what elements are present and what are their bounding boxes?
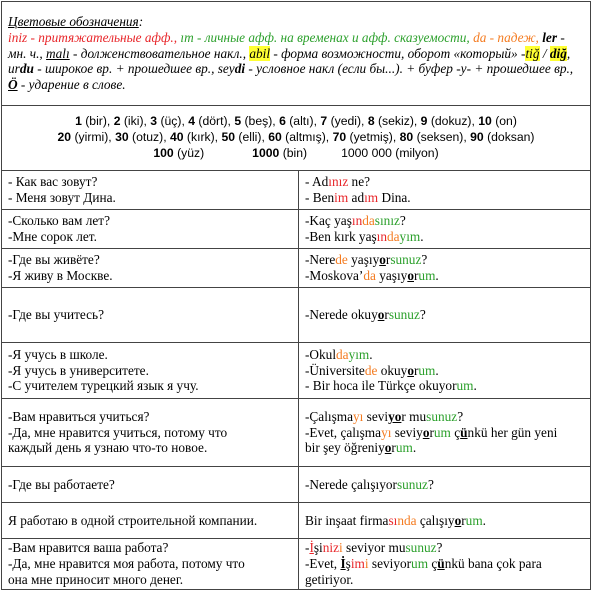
turkish-segment: o <box>407 362 414 378</box>
turkish-segment: -Evet, <box>305 556 341 572</box>
turkish-segment: o <box>454 512 462 528</box>
turkish-segment: o <box>377 307 385 323</box>
turkish-segment: r mu <box>401 408 427 424</box>
turkish-line <box>305 174 584 190</box>
turkish-segment: ç <box>450 424 461 440</box>
turkish-segment: i <box>364 556 369 572</box>
legend-segment: iniz - притяжательные афф., <box>8 29 181 45</box>
number-digit: 5 <box>234 114 242 129</box>
russian-line: -Сколько вам лет? <box>8 213 111 229</box>
russian-cell <box>2 343 299 399</box>
number-word: (bin) <box>282 145 308 160</box>
numbers-line-tens <box>8 130 584 146</box>
russian-cell <box>2 467 299 503</box>
numbers-cell <box>2 106 591 171</box>
number-item <box>150 114 181 128</box>
legend-segment: , <box>566 45 571 61</box>
legend-segment: sey <box>217 61 235 77</box>
number-word: (doksan) <box>487 130 535 145</box>
turkish-cell <box>299 249 591 288</box>
number-item <box>478 114 517 128</box>
russian-cell <box>2 288 299 343</box>
turkish-line <box>305 409 584 425</box>
number-digit: 90 <box>470 130 484 145</box>
turkish-segment: im <box>350 556 365 572</box>
turkish-cell <box>299 503 591 539</box>
number-item <box>75 114 107 128</box>
turkish-segment: o <box>422 424 430 440</box>
turkish-segment: yaşıy <box>347 252 380 268</box>
number-digit: 30 <box>115 130 129 145</box>
number-separator: , <box>227 114 235 129</box>
turkish-segment: sı <box>388 512 398 528</box>
turkish-segment: seviyor mu <box>342 540 406 556</box>
legend-segment: - ударение в слове. <box>17 77 126 93</box>
turkish-segment: okuy <box>377 362 408 378</box>
turkish-segment: yım <box>348 346 370 362</box>
turkish-segment: ş <box>345 556 351 572</box>
turkish-segment: . <box>482 512 486 528</box>
turkish-cell <box>299 288 591 343</box>
number-word: (altı) <box>289 114 314 129</box>
turkish-segment: -Çalışma <box>305 408 354 424</box>
number-item <box>368 114 414 128</box>
turkish-segment: nkü bana çok para <box>444 556 542 572</box>
legend-title-colon: : <box>138 14 144 29</box>
number-item <box>221 130 261 144</box>
turkish-segment: ü <box>460 424 468 440</box>
number-separator: , <box>471 114 479 129</box>
number-digit: 3 <box>150 114 158 129</box>
russian-line: -Да, мне нравится моя работа, потому что <box>8 556 245 572</box>
turkish-segment: yo <box>388 408 402 424</box>
russian-line: она мне приносит много денег. <box>8 571 184 587</box>
turkish-segment: ü <box>437 556 445 572</box>
turkish-segment: um <box>456 378 474 394</box>
number-digit: 60 <box>268 130 282 145</box>
turkish-segment: ? <box>419 307 426 323</box>
turkish-segment: ? <box>427 476 434 492</box>
number-separator: , <box>163 130 170 145</box>
turkish-line <box>305 378 584 394</box>
number-item <box>470 130 534 144</box>
turkish-line <box>305 440 584 456</box>
turkish-segment: o <box>379 252 386 268</box>
turkish-segment: sunuz <box>396 476 428 492</box>
dialog-row <box>2 288 591 343</box>
turkish-segment: um <box>411 556 429 572</box>
number-digit: 9 <box>420 114 428 129</box>
number-item <box>252 146 307 160</box>
number-word: (sekiz) <box>378 114 414 129</box>
number-separator: , <box>106 114 114 129</box>
turkish-segment: r <box>385 252 391 268</box>
number-item <box>268 130 326 144</box>
turkish-line <box>305 307 584 323</box>
turkish-segment: ç <box>428 556 438 572</box>
number-separator: , <box>413 114 421 129</box>
legend-segment: - условное накл (если бы...). + буфер -у- + прошедшее вр., <box>245 61 574 77</box>
turkish-segment: niz <box>322 540 339 556</box>
number-digit: 2 <box>113 114 121 129</box>
number-digit: 6 <box>279 114 286 129</box>
turkish-segment: - Ben <box>305 190 335 205</box>
turkish-segment: sunuz <box>388 307 420 323</box>
turkish-segment: nkü her gün yeni <box>467 424 558 440</box>
number-word: (üç) <box>160 114 182 129</box>
number-word: (iki) <box>123 114 144 129</box>
russian-line: -Где вы работаете? <box>8 476 115 492</box>
turkish-segment: da <box>386 229 400 244</box>
turkish-segment: r <box>429 424 434 440</box>
number-item <box>114 114 144 128</box>
turkish-segment: sınız <box>374 213 400 229</box>
turkish-line <box>305 425 584 441</box>
turkish-segment: -Nerede okuy <box>305 307 378 323</box>
turkish-cell <box>299 467 591 503</box>
turkish-segment: ın <box>351 213 363 229</box>
number-separator: , <box>313 114 321 129</box>
turkish-segment: -Okul <box>305 346 337 362</box>
dialog-row <box>2 399 591 467</box>
turkish-segment: -Evet, çalışma <box>305 424 382 440</box>
number-word: (yetmiş) <box>349 130 393 145</box>
turkish-segment: r <box>391 440 396 456</box>
turkish-segment: . <box>412 440 417 456</box>
russian-cell <box>2 249 299 288</box>
turkish-segment: da <box>336 346 349 362</box>
turkish-line <box>305 513 584 529</box>
turkish-segment: -Nerede çalışıyor <box>305 476 397 492</box>
turkish-segment: um <box>418 268 436 283</box>
number-word: (yüz) <box>177 145 205 160</box>
number-item <box>58 130 109 144</box>
turkish-segment: i <box>339 540 343 556</box>
legend-segment: Ö <box>8 77 18 93</box>
russian-line: -Да, мне нравится учиться, потому что <box>8 424 228 440</box>
russian-line: каждый день я узнаю что-то новое. <box>8 440 208 456</box>
russian-line: - Меня зовут Дина. <box>8 190 116 205</box>
number-digit: 20 <box>57 130 72 145</box>
russian-line: -Где вы учитесь? <box>8 307 105 323</box>
russian-line: -Я учусь в университете. <box>8 362 149 378</box>
legend-segment: ım - личные афф. на временах и афф. сказуемости, <box>180 29 474 45</box>
legend-segment: abil <box>249 45 271 61</box>
number-word: (beş) <box>244 114 273 129</box>
turkish-line <box>305 477 584 493</box>
number-digit: 80 <box>399 130 414 145</box>
number-separator: , <box>181 114 189 129</box>
dialog-row <box>2 539 591 590</box>
legend-segment: - долженствовательное накл., <box>69 45 250 61</box>
number-digit: 40 <box>169 130 184 145</box>
turkish-cell <box>299 210 591 249</box>
color-legend-row <box>2 2 591 106</box>
legend-segment: - мн. ч., <box>8 29 565 61</box>
legend-segment: / <box>539 45 550 61</box>
turkish-segment: -Ben kırk yaş <box>305 229 377 244</box>
numbers-line-large <box>8 146 584 162</box>
turkish-cell <box>299 399 591 467</box>
number-word: (on) <box>495 114 517 129</box>
number-digit: 1 <box>75 114 82 129</box>
numbers-row <box>2 106 591 171</box>
number-separator: , <box>214 130 222 145</box>
turkish-segment: ? <box>421 252 428 268</box>
turkish-segment: bir şey öğreniy <box>305 440 385 456</box>
number-word: (kırk) <box>186 130 215 145</box>
turkish-cell <box>299 539 591 590</box>
turkish-segment: r <box>461 512 466 528</box>
dialog-rows <box>2 171 591 590</box>
turkish-segment: çalışıy <box>416 512 455 528</box>
dialog-row <box>2 503 591 539</box>
turkish-segment: ın <box>376 229 387 244</box>
number-digit: 1000 <box>252 145 280 160</box>
turkish-line <box>305 540 584 556</box>
turkish-segment: yım <box>399 229 421 244</box>
turkish-segment: şi <box>313 540 323 556</box>
number-digit: 4 <box>188 114 196 129</box>
turkish-segment: sunuz <box>405 540 437 556</box>
number-word: 1000 000 (milyon) <box>341 145 439 160</box>
legend-segment: ler <box>542 29 557 45</box>
legend-segment: du <box>19 61 34 77</box>
lesson-table <box>1 1 591 590</box>
russian-line: -Я живу в Москве. <box>8 268 113 283</box>
number-item <box>421 114 472 128</box>
number-separator: , <box>261 130 269 145</box>
dialog-row <box>2 467 591 503</box>
turkish-segment: r <box>413 268 419 283</box>
number-separator: , <box>361 114 368 129</box>
russian-cell <box>2 539 299 590</box>
turkish-line <box>305 347 584 363</box>
turkish-segment: . <box>435 362 439 378</box>
turkish-segment: de <box>364 362 378 378</box>
russian-line: -Вам нравиться учиться? <box>8 408 150 424</box>
turkish-segment: um <box>433 424 451 440</box>
number-item <box>320 114 361 128</box>
turkish-segment: r <box>384 307 389 323</box>
turkish-line <box>305 268 584 284</box>
legend-segment: - широкое вр. + прошедшее вр., <box>33 61 218 77</box>
number-item <box>333 130 393 144</box>
turkish-segment: sevi <box>363 408 389 424</box>
turkish-segment: yı <box>353 408 364 424</box>
number-word: (bir) <box>85 114 107 129</box>
number-item <box>400 130 464 144</box>
russian-line: -Я учусь в школе. <box>8 346 108 362</box>
turkish-segment: Dina. <box>378 190 411 205</box>
russian-line: -С учителем турецкий язык я учу. <box>8 378 199 394</box>
number-separator: , <box>392 130 400 145</box>
dialog-row <box>2 171 591 210</box>
russian-line: Я работаю в одной строительной компании. <box>8 512 258 528</box>
legend-title: Цветовые обозначения <box>8 14 139 29</box>
turkish-segment: o <box>407 268 414 283</box>
turkish-segment: - <box>305 540 310 556</box>
turkish-segment: yı <box>381 424 392 440</box>
russian-cell <box>2 399 299 467</box>
turkish-line <box>305 190 584 206</box>
turkish-line <box>305 229 584 245</box>
number-digit: 10 <box>478 114 492 129</box>
turkish-line <box>305 572 584 588</box>
color-legend <box>2 2 591 106</box>
turkish-segment: -Kaç yaş <box>305 213 352 229</box>
turkish-segment: ne? <box>348 174 371 190</box>
turkish-cell <box>299 343 591 399</box>
number-digit: 100 <box>153 145 174 160</box>
turkish-segment: ınız <box>328 174 349 190</box>
number-digit: 70 <box>332 130 347 145</box>
number-separator: , <box>272 114 280 129</box>
turkish-segment: yaşıy <box>375 268 408 283</box>
number-separator: , <box>463 130 471 145</box>
turkish-line <box>305 213 584 229</box>
number-word: (altmış) <box>285 130 326 145</box>
turkish-segment: . <box>473 378 477 394</box>
numbers-line-units <box>8 114 584 130</box>
turkish-segment: da <box>363 268 376 283</box>
turkish-segment: - Bir hoca ile Türkçe okuyor <box>305 378 457 394</box>
turkish-segment: sunuz <box>390 252 422 268</box>
number-word: (yedi) <box>330 114 362 129</box>
number-item <box>115 130 163 144</box>
turkish-segment: sunuz <box>426 408 458 424</box>
legend-segment: malı <box>46 45 70 61</box>
turkish-segment: seviyor <box>368 556 412 572</box>
number-separator: , <box>325 130 333 145</box>
turkish-segment: um <box>465 512 483 528</box>
number-word: (otuz) <box>132 130 164 145</box>
legend-segment: da - падеж, <box>473 29 543 45</box>
russian-cell <box>2 503 299 539</box>
turkish-line <box>305 556 584 572</box>
turkish-segment: ? <box>436 540 443 556</box>
russian-cell <box>2 210 299 249</box>
number-item <box>170 130 215 144</box>
russian-line: - Как вас зовут? <box>8 174 98 190</box>
turkish-segment: ım <box>364 190 379 205</box>
turkish-segment: . <box>435 268 439 283</box>
number-item <box>234 114 272 128</box>
turkish-segment: de <box>335 252 348 268</box>
legend-segment: - форма возможности, оборот «который» - <box>270 45 526 61</box>
dialog-row <box>2 343 591 399</box>
number-word: (seksen) <box>416 130 464 145</box>
turkish-segment: o <box>384 440 392 456</box>
number-separator: , <box>143 114 151 129</box>
number-word: (yirmi) <box>74 130 109 145</box>
turkish-segment: ? <box>399 213 406 229</box>
number-item <box>153 146 204 160</box>
turkish-line <box>305 252 584 268</box>
turkish-segment: da <box>362 213 375 229</box>
turkish-segment: seviy <box>391 424 423 440</box>
turkish-segment: -Moskova’ <box>305 268 364 283</box>
turkish-segment: - Ad <box>305 174 329 190</box>
dialog-row <box>2 210 591 249</box>
legend-segment: diğ <box>549 45 567 61</box>
russian-line: -Где вы живёте? <box>8 252 100 268</box>
legend-body <box>8 30 573 92</box>
legend-segment: di <box>234 61 246 77</box>
turkish-segment: İ <box>309 540 314 556</box>
turkish-segment: ad <box>348 190 365 205</box>
turkish-segment: Bir inşaat firma <box>305 512 389 528</box>
turkish-segment: . <box>369 346 373 362</box>
legend-segment: tiğ <box>525 45 540 61</box>
turkish-segment: . <box>420 229 424 244</box>
number-digit: 8 <box>367 114 375 129</box>
turkish-segment: um <box>418 362 436 378</box>
turkish-segment: r <box>413 362 419 378</box>
legend-segment: ur <box>8 61 20 77</box>
russian-cell <box>2 171 299 210</box>
turkish-segment: nda <box>397 512 417 528</box>
turkish-segment: -Üniversite <box>305 362 365 378</box>
number-word: (elli) <box>238 130 262 145</box>
turkish-segment: getiriyor. <box>305 571 354 587</box>
turkish-cell <box>299 171 591 210</box>
number-item <box>279 114 314 128</box>
number-separator: , <box>108 130 116 145</box>
turkish-segment: -Nere <box>305 252 336 268</box>
number-digit: 7 <box>320 114 328 129</box>
russian-line: -Мне сорок лет. <box>8 229 97 244</box>
russian-line: -Вам нравится ваша работа? <box>8 540 169 556</box>
turkish-segment: İ <box>340 556 346 572</box>
number-item <box>341 146 439 160</box>
dialog-row <box>2 249 591 288</box>
turkish-segment: ? <box>457 408 464 424</box>
turkish-segment: um <box>395 440 413 456</box>
turkish-segment: im <box>334 190 349 205</box>
number-word: (dört) <box>198 114 228 129</box>
number-item <box>188 114 227 128</box>
number-digit: 50 <box>221 130 236 145</box>
turkish-line <box>305 363 584 379</box>
number-word: (dokuz) <box>430 114 472 129</box>
